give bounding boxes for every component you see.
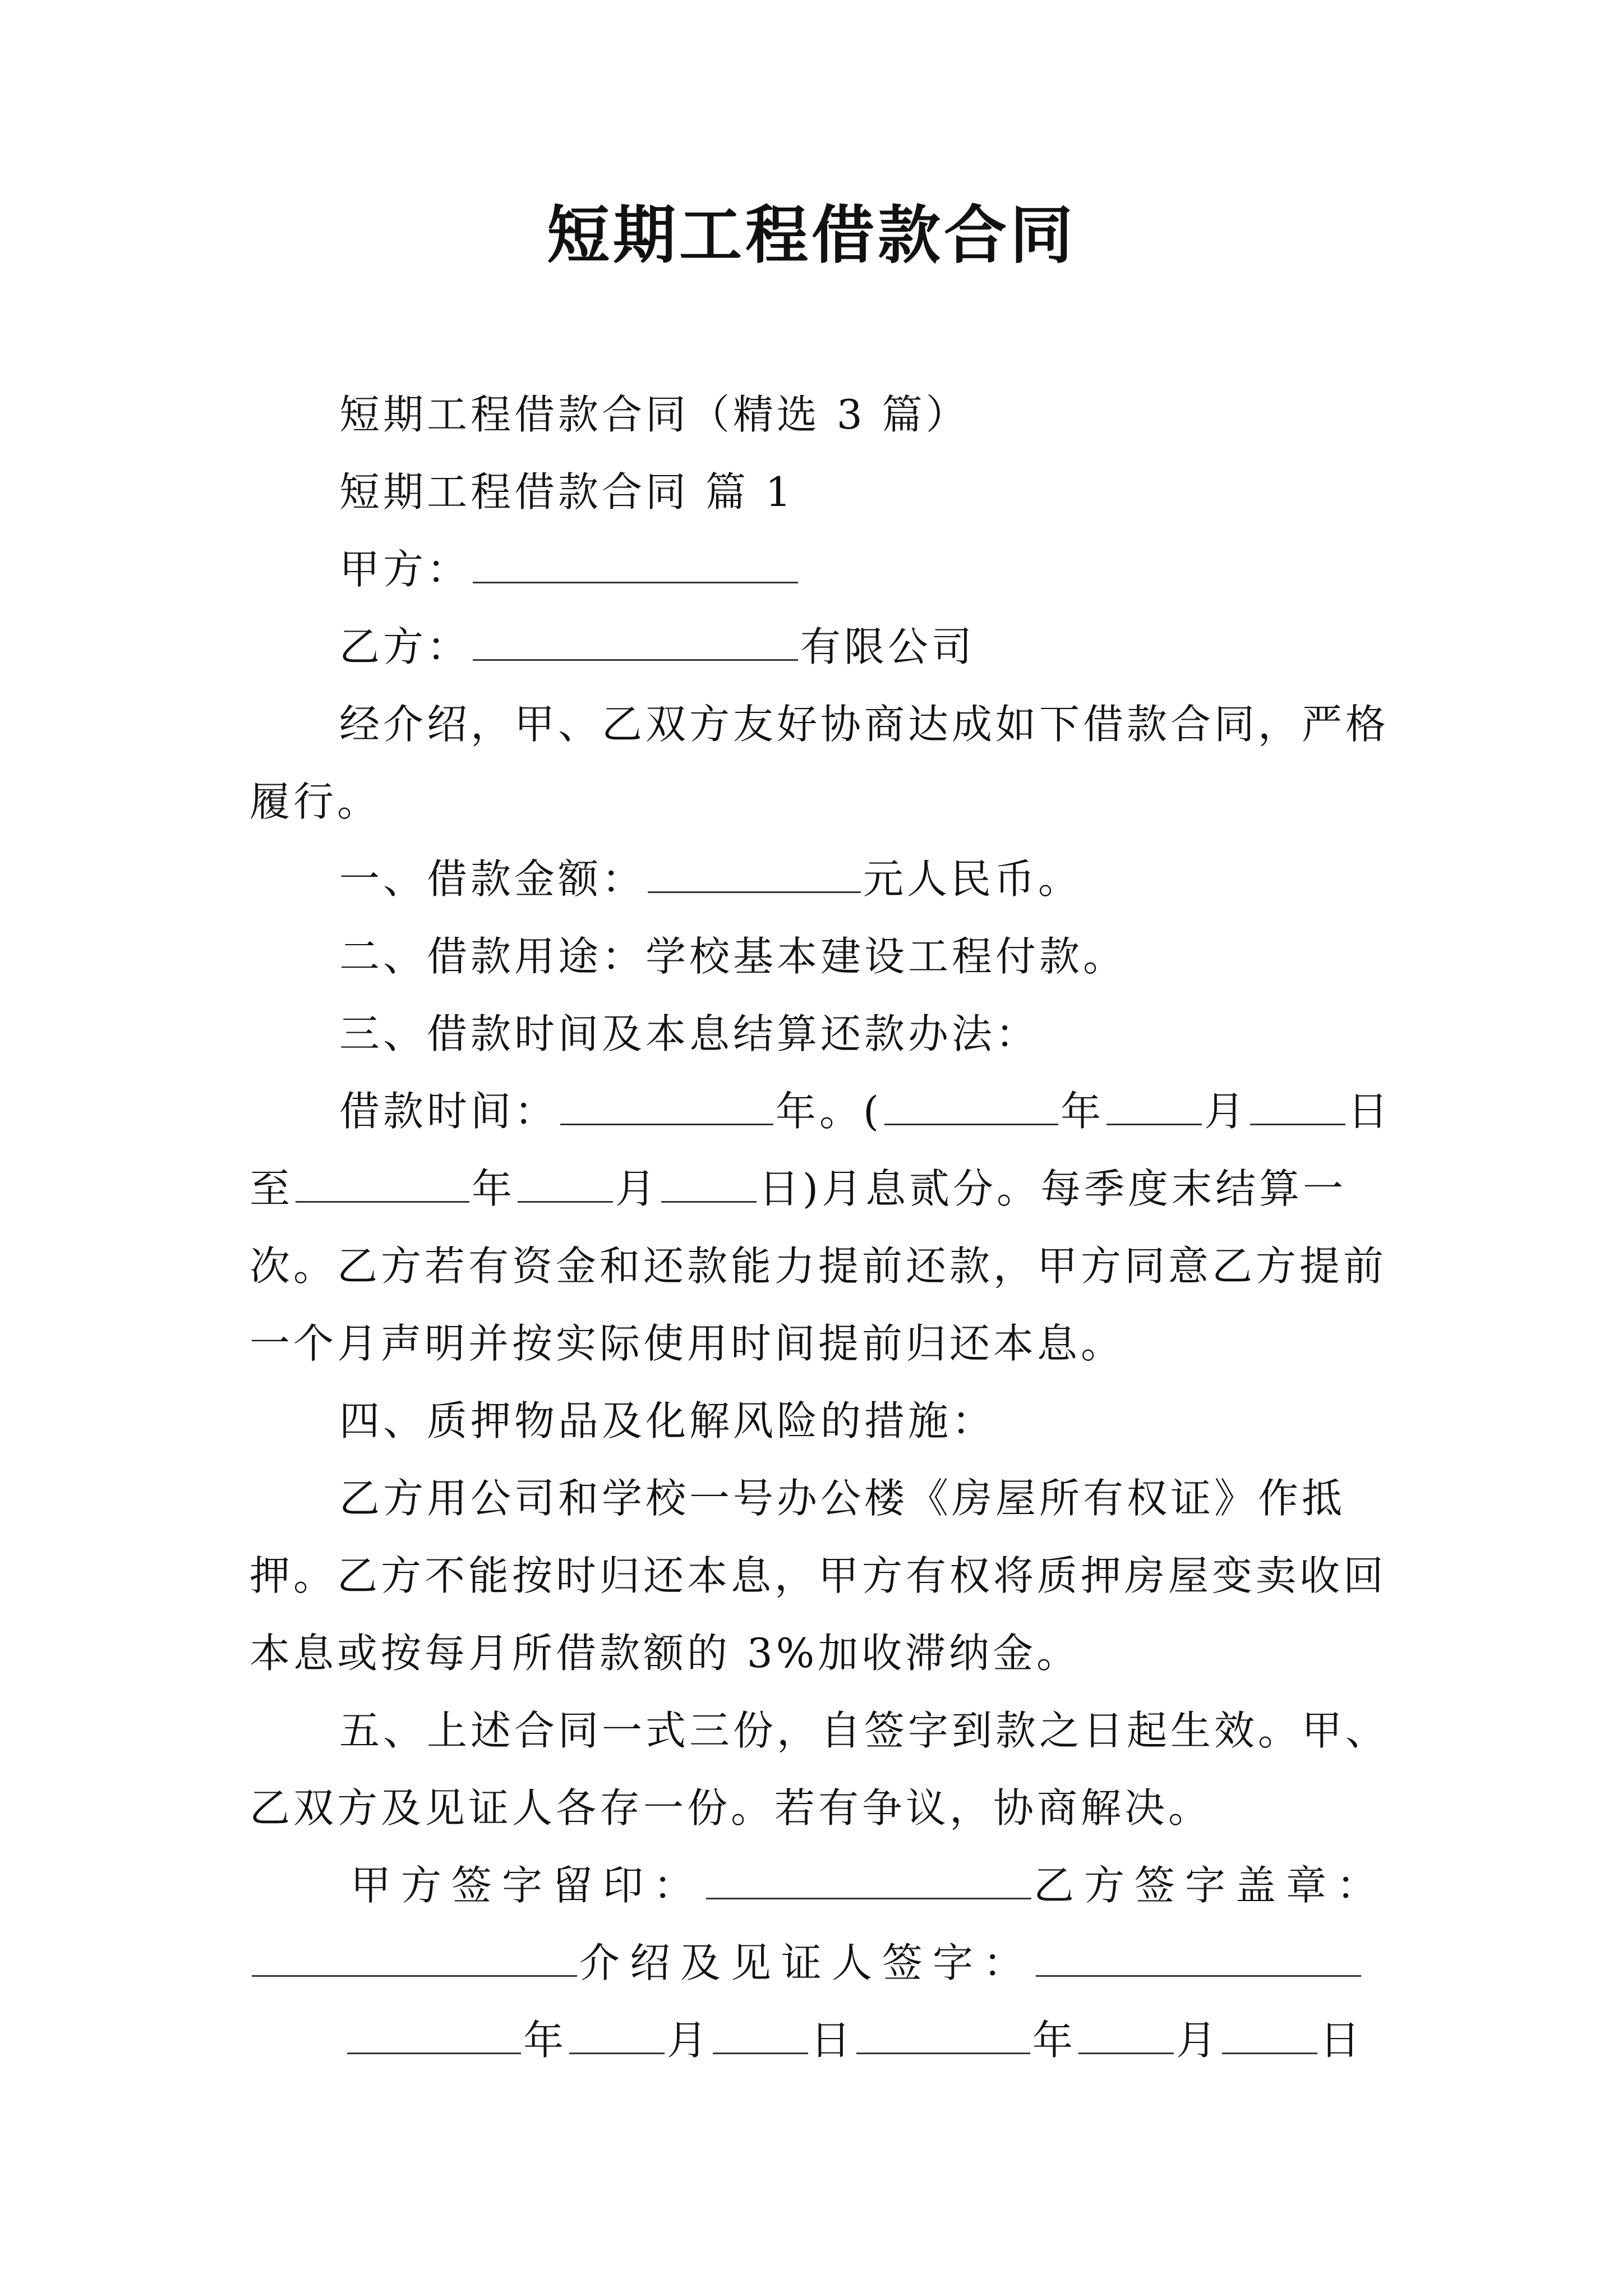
item-4: 四、质押物品及化解风险的措施： [339, 1397, 996, 1444]
witness-blank [1036, 1940, 1361, 1977]
loan-years-blank [560, 1089, 773, 1125]
date-b-day-blank [1222, 2018, 1317, 2054]
party-a-blank [473, 547, 798, 583]
document-body [250, 376, 1399, 2079]
intro-paragraph: 经介绍，甲、乙双方友好协商达成如下借款合同，严格履行。 [250, 701, 1390, 825]
date-a-day-blank [713, 2018, 808, 2054]
party-b-label: 乙方： [339, 623, 471, 670]
start-day-blank [1250, 1089, 1345, 1125]
party-b-blank [473, 624, 798, 661]
document-title: 短期工程借款合同 [547, 199, 1076, 272]
party-b-suffix: 有限公司 [800, 623, 976, 670]
item-5: 五、上述合同一式三份，自签字到款之日起生效。甲、乙双方及见证人各存一份。若有争议，协商解决。 [250, 1707, 1390, 1832]
date-b-month-blank [1078, 2018, 1174, 2054]
start-month-blank [1106, 1089, 1202, 1125]
end-month-blank [518, 1166, 613, 1203]
date-a-month-blank [569, 2018, 665, 2054]
party-a-label: 甲方： [339, 546, 471, 593]
end-day-blank [661, 1166, 757, 1203]
loan-time-paragraph: 借款时间： 年。( 年 月 日至 年 月 日)月息贰分。每季度末结算一次。乙方若有资金和还款能力提前还款，甲方同意乙方提前一个月声明并按实际使用时间提前归还本息。 [250, 1088, 1392, 1367]
signature-line [250, 1847, 1399, 2001]
date-line: 年 月 日 年 月 日 [250, 2001, 1399, 2079]
sign-a-blank [706, 1863, 1031, 1899]
end-year-blank [296, 1166, 469, 1203]
sign-b-label: 乙方签字盖章： [1034, 1862, 1387, 1909]
pledge-paragraph: 乙方用公司和学校一号办公楼《房屋所有权证》作抵押。乙方不能按时归还本息，甲方有权将质押房屋变卖收回本息或按每月所借款额的 3%加收滞纳金。 [250, 1475, 1387, 1677]
item-2: 二、借款用途：学校基本建设工程付款。 [339, 933, 1127, 980]
sign-b-blank [252, 1940, 577, 1977]
party-a-line [250, 531, 1399, 608]
witness-label: 介绍及见证人签字： [579, 1939, 1034, 1986]
date-a-year-blank [347, 2018, 521, 2054]
party-b-line [250, 608, 1399, 685]
start-year-blank [884, 1089, 1058, 1125]
section-heading: 短期工程借款合同 篇 1 [339, 468, 795, 516]
date-b-year-blank [856, 2018, 1030, 2054]
item-3: 三、借款时间及本息结算还款办法： [339, 1010, 1040, 1057]
amount-blank [648, 857, 861, 893]
item-1: 一、借款金额： 元人民币。 [339, 855, 1082, 903]
subtitle: 短期工程借款合同（精选 3 篇） [339, 391, 970, 438]
sign-a-label: 甲方签字留印： [351, 1862, 704, 1909]
